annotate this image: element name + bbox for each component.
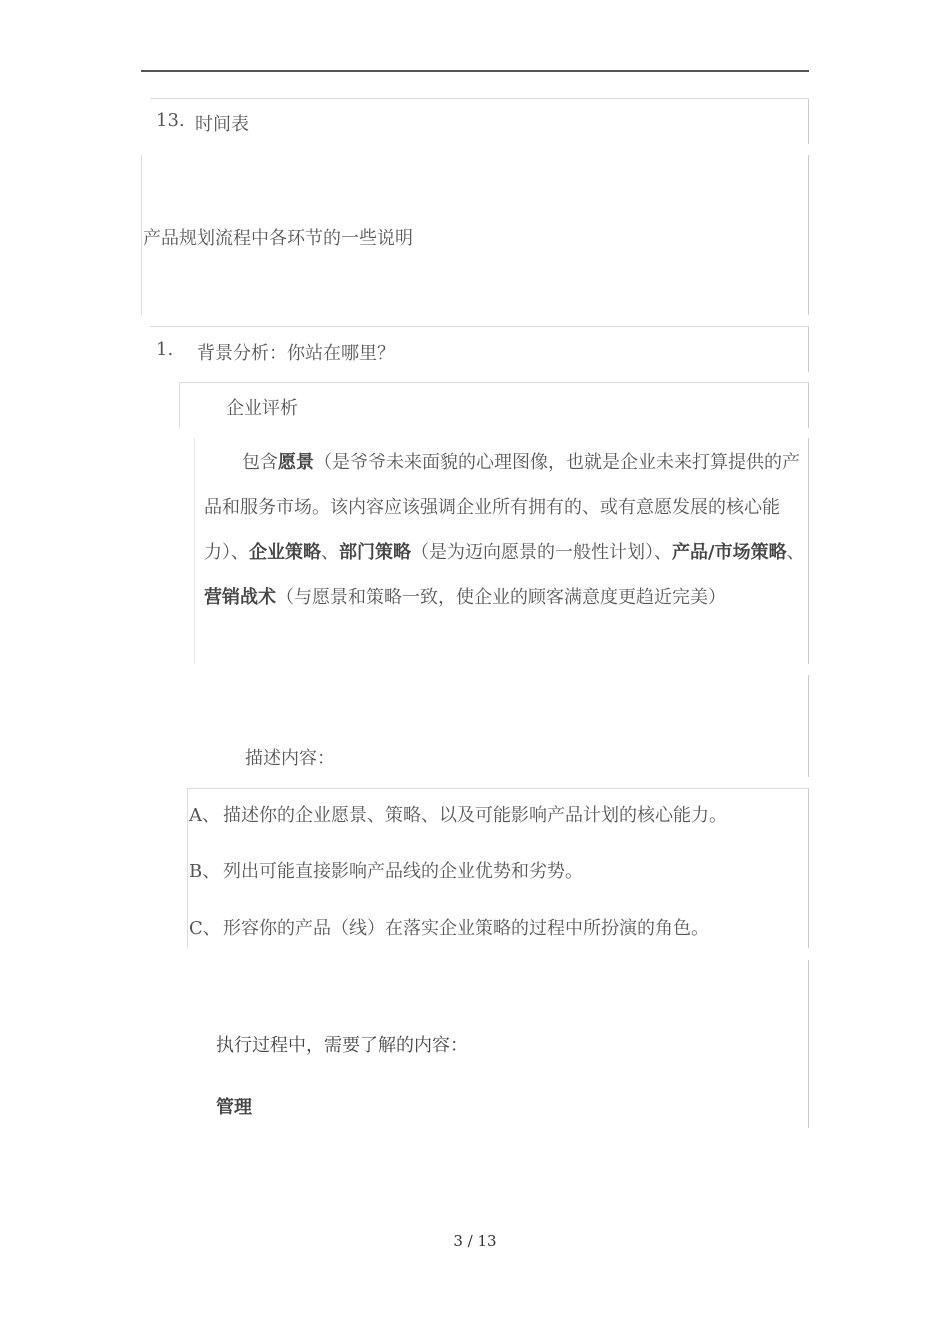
list-item-c-text: 形容你的产品（线）在落实企业策略的过程中所扮演的角色。 bbox=[223, 918, 709, 939]
management-label: 管理 bbox=[216, 1097, 252, 1118]
list-item-b-text: 列出可能直接影响产品线的企业优势和劣势。 bbox=[223, 861, 583, 882]
heading-1-title: 背景分析：你站在哪里？ bbox=[197, 343, 395, 364]
describe-label: 描述内容： bbox=[245, 748, 335, 769]
para-text-5: 、 bbox=[786, 542, 805, 563]
list-item-a-text: 描述你的企业愿景、策略、以及可能影响产品计划的核心能力。 bbox=[223, 805, 727, 826]
page-number: 3 / 13 bbox=[453, 1232, 497, 1250]
list-item-a-marker: A、 bbox=[189, 805, 220, 826]
heading-1-number: 1. bbox=[156, 339, 174, 360]
para-text-6: （与愿景和策略一致，使企业的顾客满意度更趋近完美） bbox=[276, 587, 726, 608]
para-text-2: （是爷爷未来面貌的心理图像，也就是企业未来打算提供的产品和服务市场。该内容应该强调企业所有拥有的、或有意愿发展的核心能力）、 bbox=[204, 452, 800, 563]
para-bold-marketing-tactics: 营销战术 bbox=[204, 587, 276, 608]
para-bold-product-market-strategy: 产品/市场策略 bbox=[672, 542, 787, 563]
heading-13-number: 13. bbox=[156, 110, 185, 131]
heading-13-title: 时间表 bbox=[195, 114, 249, 135]
para-bold-corporate-strategy: 企业策略 bbox=[249, 542, 321, 563]
top-rule bbox=[141, 70, 809, 72]
body-paragraph bbox=[204, 440, 810, 620]
para-text-4: （是为迈向愿景的一般性计划）、 bbox=[411, 542, 672, 563]
subheading: 企业评析 bbox=[226, 398, 298, 419]
execution-label: 执行过程中，需要了解的内容： bbox=[216, 1035, 468, 1056]
para-bold-vision: 愿景 bbox=[278, 452, 314, 473]
list-item-b-marker: B、 bbox=[189, 861, 221, 882]
section-title: 产品规划流程中各环节的一些说明 bbox=[143, 228, 413, 249]
para-bold-department-strategy: 部门策略 bbox=[339, 542, 411, 563]
para-text-3: 、 bbox=[321, 542, 339, 563]
para-text-1: 包含 bbox=[242, 452, 278, 473]
list-item-c-marker: C、 bbox=[189, 918, 221, 939]
